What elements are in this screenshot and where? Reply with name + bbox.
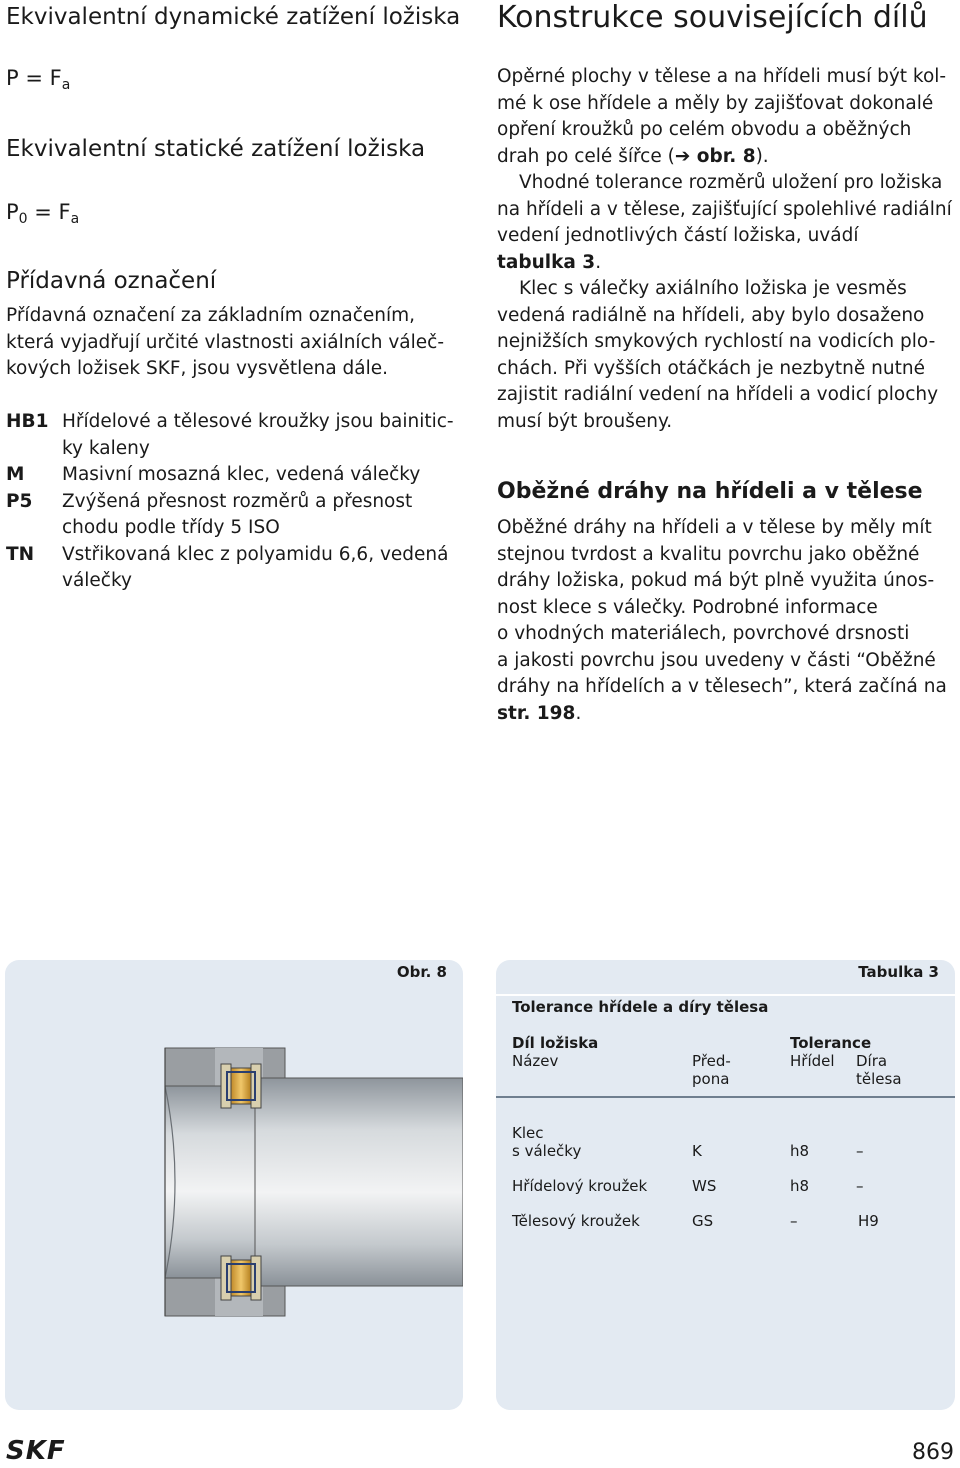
figure-panel [5,960,463,1410]
equation-static: $P_0 = F_a$ [6,200,80,227]
design-paragraph-2: Vhodné tolerance rozměrů uložení pro ložiska na hřídeli a v tělese, zajišťující spolehlivé radiální vedení jednotlivých částí ložiska, uvádí tabulka 3. [497,172,952,273]
table-cell-hole: – [856,1142,864,1160]
col-header-hole: Díra tělesa [856,1052,902,1088]
designation-list [6,409,466,595]
heading-raceways: Oběžné dráhy na hřídeli a v tělese [497,479,923,504]
designation-code: M [6,464,25,485]
designation-description: Vstřikovaná klec z polyamidu 6,6, vedená válečky [62,543,449,591]
designation-code: P5 [6,490,33,512]
table-cell-hole: – [856,1177,864,1195]
designation-description: Hřídelové a tělesové kroužky jsou bainitic- ky kaleny [62,411,454,459]
heading-static-load: Ekvivalentní statické zatížení ložiska [6,136,426,162]
designation-code: HB1 [6,411,49,432]
table-cell-prefix: K [692,1142,702,1160]
figure-reference-link[interactable]: obr. 8 [690,145,756,167]
equation-dynamic: $P = F_a$ [6,66,71,93]
designation-item [6,489,466,542]
skf-logo: SKF [6,1436,66,1466]
design-paragraph-3: Klec s válečky axiálního ložiska je vesměs vedená radiálně na hřídeli, aby bylo dosaženo nejnižších smykových rychlostí na vodicích plo- chách. Při vyšších otáčkách je nezbytně nutné zajistit radiální vedení na hřídeli a vodicí plochy musí být broušeny. [497,278,939,432]
page-reference-link[interactable]: str. 198 [497,702,576,724]
raceways-paragraph: Oběžné dráhy na hřídeli a v tělese by měly mít stejnou tvrdost a kvalitu povrchu jako oběžné dráhy ložiska, pokud má být plně využita únos- nost klece s válečky. Podrobné informace o vhodných materiálech, povrchové drsnosti a jakosti povrchu jsou uvedeny v části “Oběžné dráhy na hřídelích a v tělesech”, která začíná na str. 198. [497,517,947,724]
figure-caption: Obr. 8 [396,963,447,981]
table-title: Tolerance hřídele a díry tělesa [512,998,769,1016]
bearing-arrangement-drawing [5,960,463,1410]
header-rule [496,1096,955,1098]
designation-description: Zvýšená přesnost rozměrů a přesnost chodu podle třídy 5 ISO [62,490,413,538]
table-cell-shaft: h8 [790,1177,810,1195]
table-cell-shaft: – [790,1212,798,1230]
design-paragraph-1: Opěrné plochy v tělese a na hřídeli musí být kol- mé k ose hřídele a měly by zajišťovat dokonalé opření kroužků po celém obvodu a oběžných drah po celé šířce (➔ obr. 8). [497,66,947,167]
heading-dynamic-load: Ekvivalentní dynamické zatížení ložiska [6,4,461,30]
page-number: 869 [912,1440,954,1465]
header-tolerance: Tolerance [790,1034,872,1052]
heading-supplementary-designations: Přídavná označení [6,268,217,294]
table-cell-name: Klec s válečky [512,1124,582,1160]
table-cell-name: Tělesový kroužek [512,1212,640,1230]
designation-item [6,462,466,489]
table-cell-name: Hřídelový kroužek [512,1177,648,1195]
designation-code: TN [6,543,35,565]
col-header-name: Název [512,1052,559,1070]
col-header-prefix: Před- pona [692,1052,731,1088]
table-cell-shaft: h8 [790,1142,810,1160]
table-caption: Tabulka 3 [858,963,939,981]
table-cell-prefix: WS [692,1177,717,1195]
designation-item [6,409,466,462]
designation-description: Masivní mosazná klec, vedená válečky [62,464,421,485]
col-header-shaft: Hřídel [790,1052,835,1070]
table-cell-hole: H9 [858,1212,879,1230]
arrow-right-icon: ➔ [674,145,691,167]
header-part: Díl ložiska [512,1034,599,1052]
table-reference-link[interactable]: tabulka 3 [497,251,596,273]
caption-divider [496,994,955,996]
supplementary-paragraph: Přídavná označení za základním označením, která vyjadřují určité vlastnosti axiálních váleč- kových ložisek SKF, jsou vysvětlena dále. [6,305,445,379]
table-cell-prefix: GS [692,1212,714,1230]
heading-related-design: Konstrukce souvisejících dílů [497,0,928,35]
designation-item [6,542,466,595]
table-panel [496,960,955,1410]
